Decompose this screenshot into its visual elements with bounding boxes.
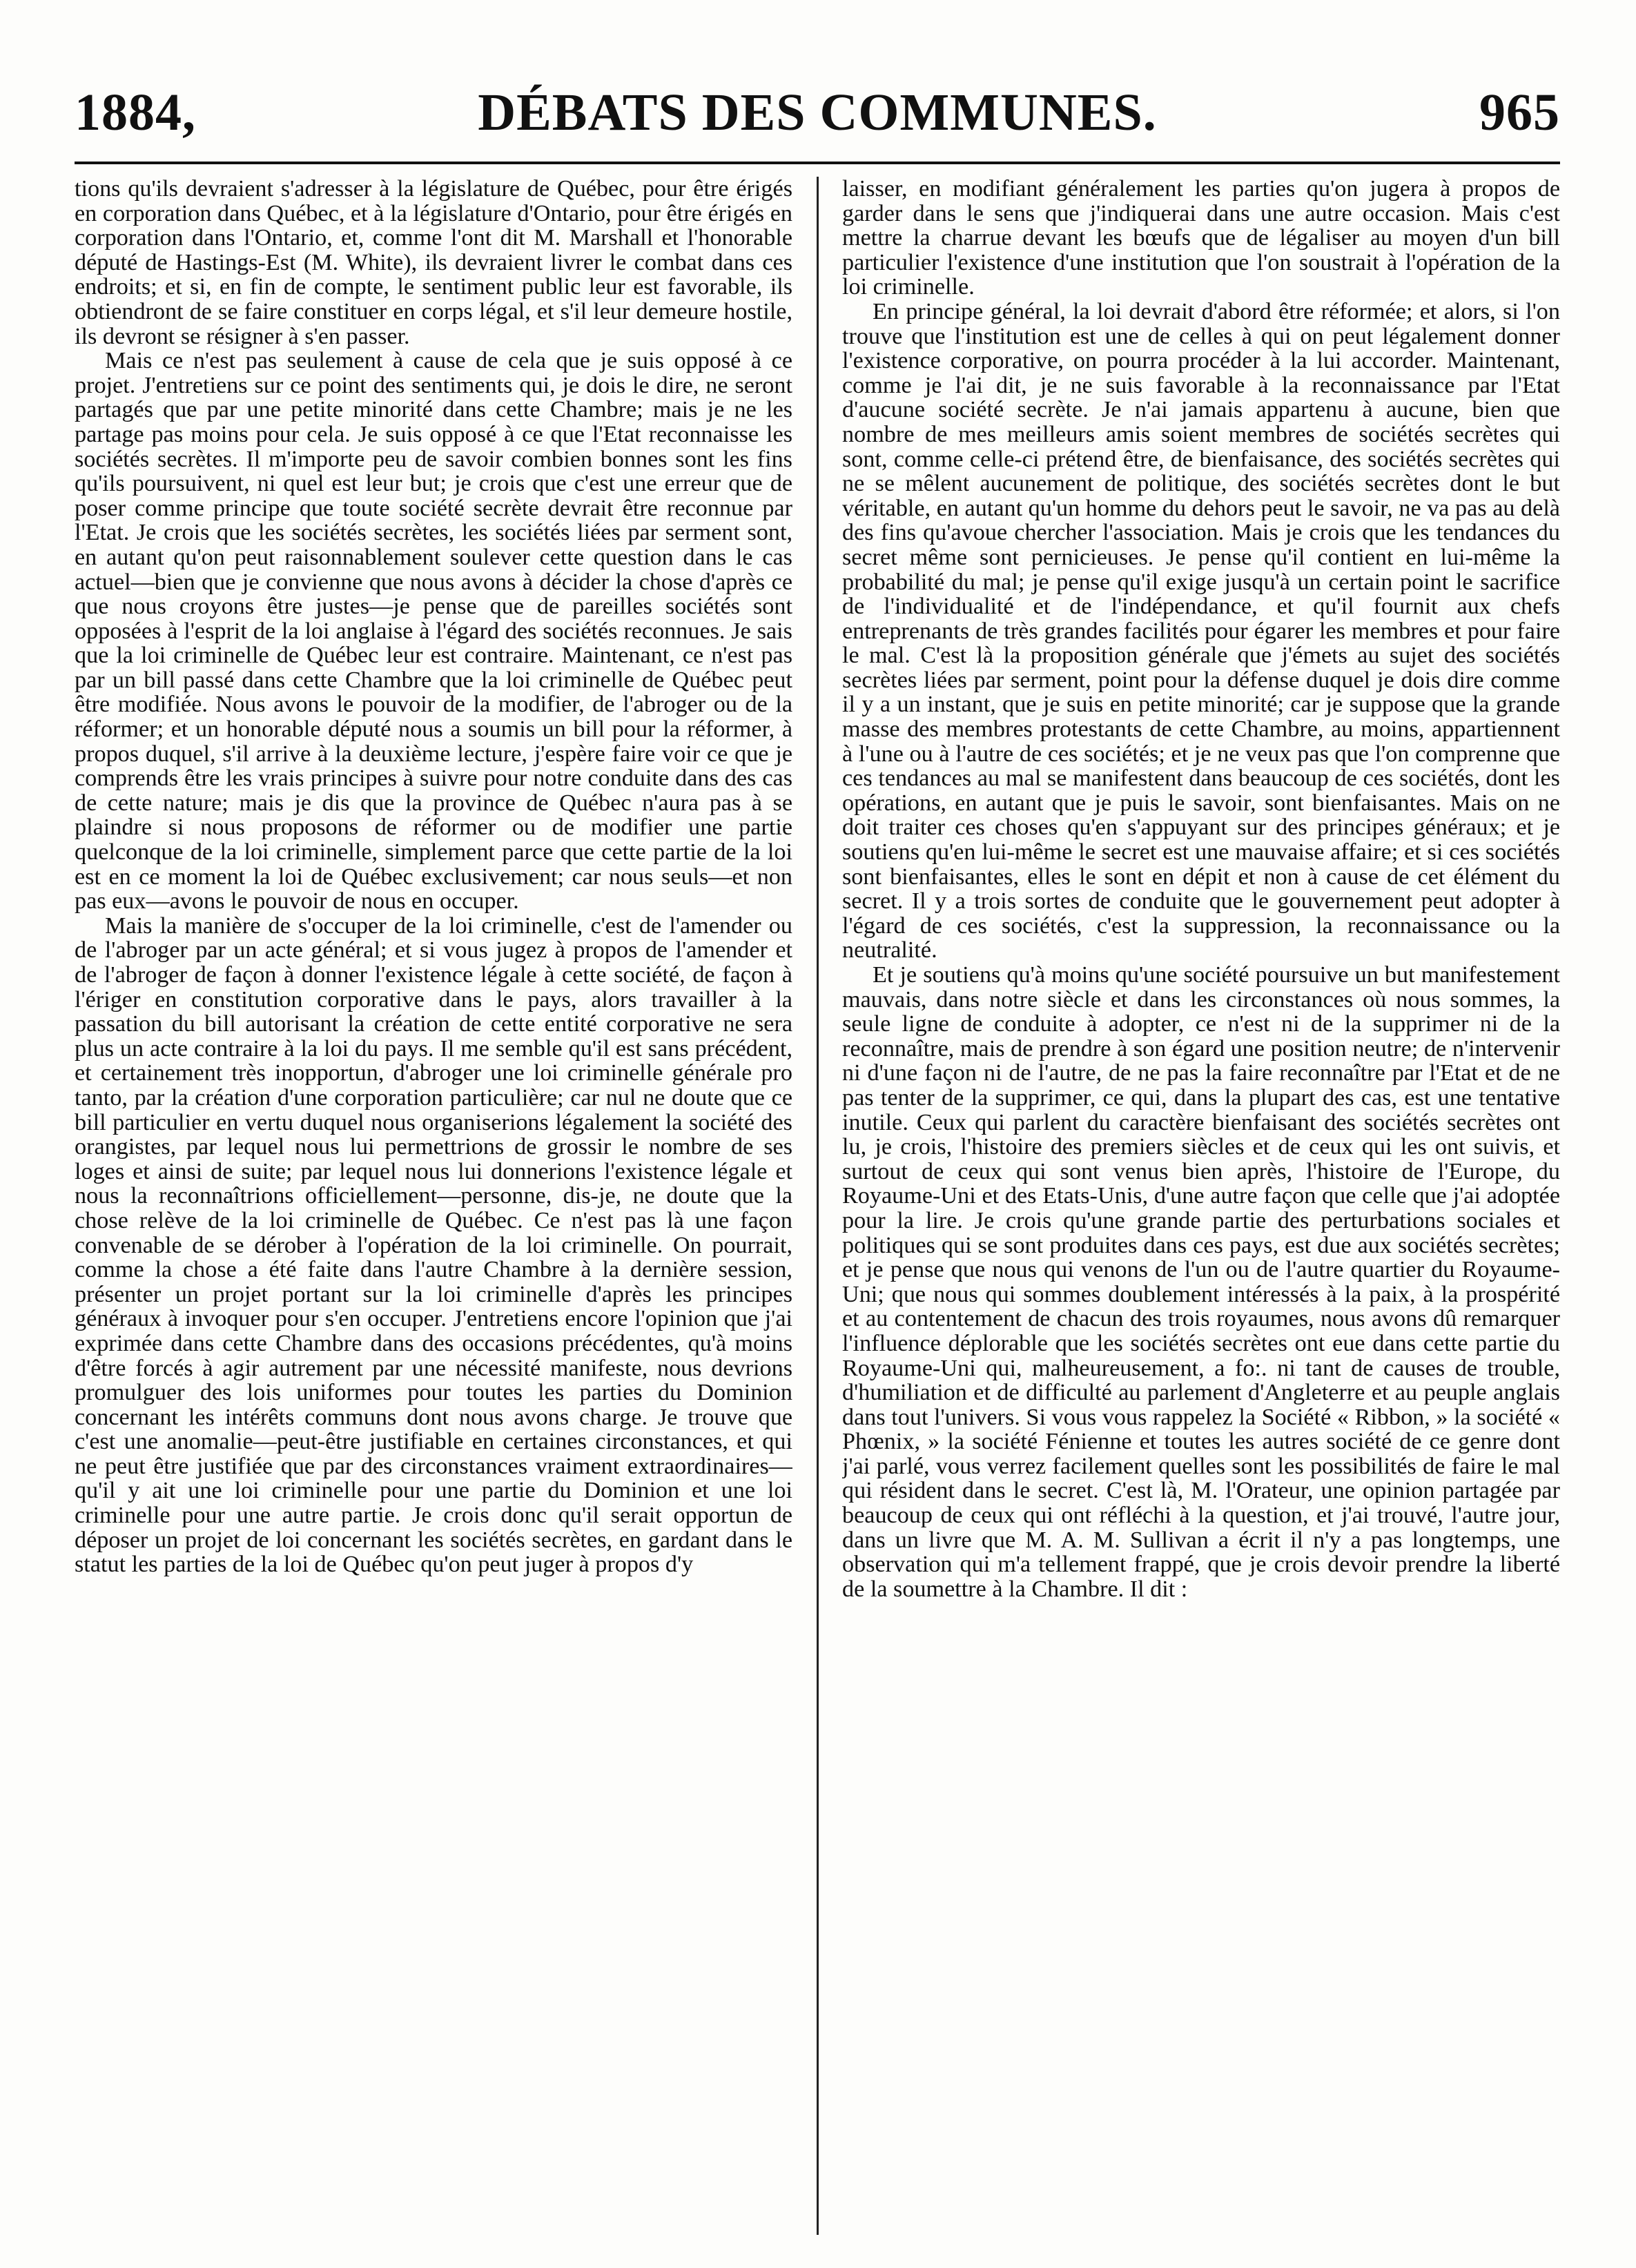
paragraph: Mais ce n'est pas seulement à cause de cela que je suis opposé à ce projet. J'entretiens sur ce point des sentiments qui, je dois le dire, ne seront partagés que par une petite minorité dans cette Chambre; mais je ne les partage pas moins pour cela. Je suis opposé à ce que l'Etat reconnaisse les sociétés secrètes. Il m'importe peu de savoir combien bonnes sont les fins qu'ils poursuivent, ni quel est leur but; je crois que c'est une erreur que de poser comme principe que toute société secrète devrait être reconnue par l'Etat. Je crois que les sociétés secrètes, les sociétés liées par serment sont, en autant qu'on peut raisonnablement soulever cette question dans le cas actuel—bien que je convienne que nous avons à décider la chose d'après ce que nous croyons être justes—je pense que de pareilles sociétés sont opposées à l'esprit de la loi anglaise à l'égard des sociétés reconnues. Je sais que la loi criminelle de Québec leur est contraire. Maintenant, ce n'est pas par un bill passé dans cette Chambre que la loi criminelle de Québec peut être modifiée. Nous avons le pouvoir de la modifier, de l'abroger ou de la réformer; et un honorable député nous a soumis un bill pour la réformer, à propos duquel, s'il arrive à la deuxième lecture, j'espère faire voir ce que je comprends être les vrais principes à suivre pour notre conduite dans des cas de cette nature; mais je dis que la province de Québec n'aura pas à se plaindre si nous proposons de réformer ou de modifier une partie quelconque de la loi criminelle, simplement parce que cette partie de la loi est en ce moment la loi de Québec exclusivement; car nous seuls—et non pas eux—avons le pouvoir de nous en occuper.	[75, 348, 792, 915]
paragraph: laisser, en modifiant généralement les parties qu'on jugera à propos de garder dans le sens que j'indiquerai dans une autre occasion. Mais c'est mettre la charrue devant les bœufs que de légaliser au moyen d'un bill particulier l'existence d'une institution que l'on soustrait à l'opération de la loi criminelle.	[842, 177, 1560, 300]
page-header	[75, 81, 1560, 159]
column-divider	[817, 177, 819, 2235]
right-column	[842, 177, 1560, 2235]
paragraph: Et je soutiens qu'à moins qu'une société poursuive un but manifestement mauvais, dans notre siècle et dans les circonstances où nous sommes, la seule ligne de conduite à adopter, ce n'est ni de la supprimer ni de la reconnaître, mais de prendre à son égard une position neutre; de n'intervenir ni d'une façon ni de l'autre, de ne pas la faire reconnaître par l'Etat et de ne pas tenter de la supprimer, ce qui, dans la plupart des cas, est une tentative inutile. Ceux qui parlent du caractère bienfaisant des sociétés secrètes ont lu, je crois, l'histoire des premiers siècles et de ceux qui les ont suivis, et surtout de ceux qui sont venus bien après, l'histoire de l'Europe, du Royaume-Uni et des Etats-Unis, d'une autre façon que celle que j'ai adoptée pour la lire. Je crois qu'une grande partie des perturbations sociales et politiques qui se sont produites dans ces pays, est due aux sociétés secrètes; et je pense que nous qui venons de l'un ou de l'autre quartier du Royaume-Uni; que nous qui sommes doublement intéressés à la paix, à la prospérité et au contentement de chacun des trois royaumes, nous avons dû remarquer l'influence déplorable que les sociétés secrètes ont eue dans cette partie du Royaume-Uni qui, malheureusement, a fo:. ni tant de causes de trouble, d'humiliation et de difficulté au parlement d'Angleterre et au peuple anglais dans tout l'univers. Si vous vous rappelez la Société « Ribbon, » la société « Phœnix, » la société Fénienne et toutes les autres société de ce genre dont j'ai parlé, vous verrez facilement quelles sont les possibilités de faire le mal qui résident dans le secret. C'est là, M. l'Orateur, une opinion partagée par beaucoup de ceux qui ont réfléchi à la question, et j'ai trouvé, l'autre jour, dans un livre que M. A. M. Sullivan a écrit il n'y a pas longtemps, une observation qui m'a tellement frappé, que je crois devoir prendre la liberté de la soumettre à la Chambre. Il dit :	[842, 962, 1560, 1602]
header-year: 1884,	[75, 84, 196, 141]
left-column	[75, 177, 792, 2235]
page-number: 965	[1479, 84, 1560, 141]
paragraph: Mais la manière de s'occuper de la loi criminelle, c'est de l'amender ou de l'abroger par un acte général; et si vous jugez à propos de l'amender et de l'abroger de façon à donner l'existence légale à cette société, de façon à l'ériger en constitution corporative dans le pays, alors travailler à la passation du bill autorisant la création de cette entité corporative ne sera plus un acte contraire à la loi du pays. Il me semble qu'il est sans précédent, et certainement très inopportun, d'abroger une loi criminelle générale pro tanto, par la création d'une corporation particulière; car nul ne doute que ce bill particulier en vertu duquel nous organiserions légalement la société des orangistes, par lequel nous lui permettrions de grossir le nombre de ses loges et ainsi de suite; par lequel nous lui donnerions l'existence légale et nous la reconnaîtrions officiellement—personne, dis-je, ne doute que la chose relève de la loi criminelle de Québec. Ce n'est pas là une façon convenable de se dérober à l'opération de la loi criminelle. On pourrait, comme la chose a été faite dans l'autre Chambre à la dernière session, présenter un projet portant sur la loi criminelle d'après les principes généraux à invoquer pour s'en occuper. J'entretiens encore l'opinion que j'ai exprimée dans cette Chambre dans des occasions précédentes, qu'à moins d'être forcés à agir autrement par une nécessité manifeste, nous devrions promulguer des lois uniformes pour toutes les parties du Dominion concernant les intérêts communs dont nous avons charge. Je trouve que c'est une anomalie—peut-être justifiable en certaines circonstances, et qui ne peut être justifiée que par des circonstances vraiment extraordinaires—qu'il y ait une loi criminelle pour une partie du Dominion et une loi criminelle pour une autre partie. Je crois donc qu'il serait opportun de déposer un projet de loi concernant les sociétés secrètes, en gardant dans le statut les parties de la loi de Québec qu'on peut juger à propos d'y	[75, 912, 792, 1578]
newspaper-page	[75, 81, 1560, 2235]
paragraph: En principe général, la loi devrait d'abord être réformée; et alors, si l'on trouve que l'institution est une de celles à qui on peut légalement donner l'existence corporative, on pourra procéder à la lui accorder. Maintenant, comme je l'ai dit, je ne suis favorable à la reconnaissance par l'Etat d'aucune société secrète. Je n'ai jamais appartenu à aucune, bien que nombre de mes meilleurs amis soient membres de sociétés secrètes qui sont, comme celle-ci prétend être, de bienfaisance, des sociétés secrètes qui ne se mêlent aucunement de politique, des sociétés secrètes dont le but véritable, en autant qu'un homme du dehors peut le savoir, ne va pas au delà des fins qu'avoue chercher l'association. Mais je crois que les tendances du secret même sont pernicieuses. Je pense qu'il contient en lui-même la probabilité du mal; je pense qu'il exige jusqu'à un certain point le sacrifice de l'individualité et de l'indépendance, et qu'il fournit aux chefs entreprenants de très grandes facilités pour égarer les membres et pour faire le mal. C'est là la proposition générale que j'émets au sujet des sociétés secrètes liées par serment, point pour la défense duquel je dois dire comme il y a un instant, que je suis en petite minorité; car je suppose que la grande masse des membres protestants de cette Chambre, au moins, appartiennent à l'une ou à l'autre de ces sociétés; et je ne veux pas que l'on comprenne que ces tendances au mal se manifestent dans beaucoup de ces sociétés, dont les opérations, en autant que je puis le savoir, sont bienfaisantes. Mais on ne doit traiter ces choses qu'en s'appuyant sur des principes généraux; et je soutiens qu'en lui-même le secret est une mauvaise affaire; et si ces sociétés sont bienfaisantes, elles le sont en dépit et non à cause de cet élément du secret. Il y a trois sortes de conduite que le gouvernement peut adopter à l'égard de ces sociétés, c'est la suppression, la reconnaissance ou la neutralité.	[842, 298, 1560, 964]
text-columns	[75, 177, 1560, 2235]
publication-title: DÉBATS DES COMMUNES.	[478, 84, 1157, 141]
paragraph: tions qu'ils devraient s'adresser à la législature de Québec, pour être érigés en corporation dans Québec, et à la législature d'Ontario, pour être érigés en corporation dans l'Ontario, et, comme l'ont dit M. Marshall et l'honorable député de Hastings-Est (M. White), ils devraient livrer le combat dans ces endroits; et si, en fin de compte, le sentiment public leur est favorable, ils obtiendront de se faire constituer en corps légal, et s'il leur demeure hostile, ils devront se résigner à s'en passer.	[75, 177, 792, 349]
header-rule	[75, 162, 1560, 164]
